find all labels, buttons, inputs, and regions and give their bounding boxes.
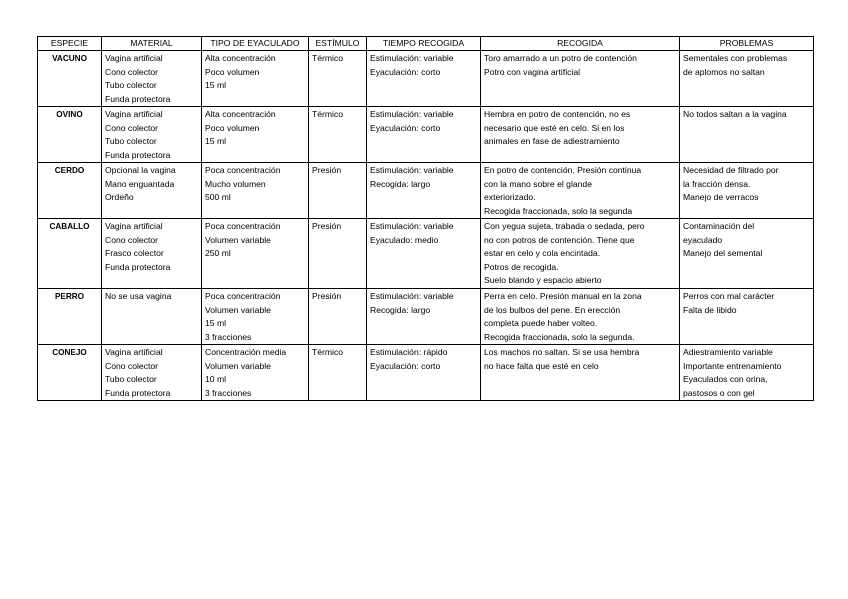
header-tipo-eyaculado: TIPO DE EYACULADO <box>202 37 309 51</box>
cell-line: Manejo de verracos <box>683 192 759 202</box>
cell-line: Suelo blando y espacio abierto <box>484 275 602 285</box>
recogida-cell <box>481 345 680 401</box>
table-row <box>38 345 814 401</box>
table-row <box>38 51 814 107</box>
cell-line: Térmico <box>312 347 344 357</box>
cell-line: 3 fracciones <box>205 331 252 342</box>
cell-line: Perra en celo. Presión manual en la zona <box>484 291 642 301</box>
cell-line: Estimulación: variable <box>370 165 454 175</box>
cell-line: Vagina artificial <box>105 109 163 119</box>
cell-line: Tubo colector <box>105 80 157 90</box>
cell-line: Los machos no saltan. Si se usa hembra <box>484 347 640 357</box>
cell-line: la fracción densa. <box>683 178 751 189</box>
cell-line: 15 ml <box>205 318 227 328</box>
material-cell <box>102 345 202 401</box>
problemas-cell <box>680 289 814 345</box>
cell-line: Presión <box>312 291 342 301</box>
cell-line: 3 fracciones <box>205 387 252 398</box>
cell-line: pastosos o con gel <box>683 387 755 398</box>
estimulo-cell <box>309 345 367 401</box>
cell-line: no hace falta que esté en celo <box>484 360 599 371</box>
cell-line: Eyaculación: corto <box>370 66 441 77</box>
estimulo-cell <box>309 289 367 345</box>
cell-line: Sementales con problemas <box>683 53 788 63</box>
especie-cell: CERDO <box>38 163 102 219</box>
cell-line: Recogida fraccionada, solo la segunda. <box>484 331 635 342</box>
cell-line: Volumen variable <box>205 360 271 371</box>
tiempo-recogida-cell <box>367 163 481 219</box>
cell-line: Volumen variable <box>205 304 271 315</box>
cell-line: Vagina artificial <box>105 347 163 357</box>
cell-line: Mucho volumen <box>205 178 266 189</box>
recogida-cell <box>481 163 680 219</box>
cell-line: Necesidad de filtrado por <box>683 165 779 175</box>
cell-line: de aplomos no saltan <box>683 66 765 77</box>
cell-line: Estimulación: rápido <box>370 347 448 357</box>
cell-line: 15 ml <box>205 136 227 146</box>
tipo-eyaculado-cell <box>202 107 309 163</box>
cell-line: Mano enguantada <box>105 178 175 189</box>
header-tiempo-recogida: TIEMPO RECOGIDA <box>367 37 481 51</box>
cell-line: Hembra en potro de contención, no es <box>484 109 631 119</box>
recogida-cell <box>481 51 680 107</box>
material-cell <box>102 219 202 289</box>
cell-line: Recogida: largo <box>370 304 431 315</box>
estimulo-cell <box>309 219 367 289</box>
cell-line: Térmico <box>312 109 344 119</box>
tiempo-recogida-cell <box>367 289 481 345</box>
especie-cell: OVINO <box>38 107 102 163</box>
cell-line: Funda protectora <box>105 261 171 272</box>
cell-line: Estimulación: variable <box>370 291 454 301</box>
cell-line: Potros de recogida. <box>484 261 559 272</box>
cell-line: Poca concentración <box>205 221 281 231</box>
especie-cell: VACUNO <box>38 51 102 107</box>
document-page <box>37 36 813 401</box>
cell-line: completa puede haber volteo. <box>484 318 598 328</box>
problemas-cell <box>680 219 814 289</box>
cell-line: En potro de contención. Presión continua <box>484 165 642 175</box>
cell-line: Frasco colector <box>105 248 164 258</box>
problemas-cell <box>680 163 814 219</box>
cell-line: Adiestramiento variable <box>683 347 773 357</box>
estimulo-cell <box>309 107 367 163</box>
cell-line: Opcional la vagina <box>105 165 176 175</box>
cell-line: de los bulbos del pene. En erección <box>484 304 621 315</box>
cell-line: Importante entrenamiento <box>683 360 782 371</box>
cell-line: Perros con mal carácter <box>683 291 775 301</box>
problemas-cell <box>680 51 814 107</box>
cell-line: Cono colector <box>105 122 159 133</box>
cell-line: Contaminación del <box>683 221 755 231</box>
cell-line: Alta concentración <box>205 53 276 63</box>
header-especie: ESPECIE <box>38 37 102 51</box>
cell-line: estar en celo y cola encintada. <box>484 248 601 258</box>
material-cell <box>102 51 202 107</box>
cell-line: Falta de libido <box>683 304 737 315</box>
cell-line: Eyaculado: medio <box>370 234 439 245</box>
tiempo-recogida-cell <box>367 345 481 401</box>
cell-line: Presión <box>312 165 342 175</box>
header-material: MATERIAL <box>102 37 202 51</box>
table-row <box>38 107 814 163</box>
especie-cell: CONEJO <box>38 345 102 401</box>
cell-line: Funda protectora <box>105 149 171 160</box>
cell-line: Tubo colector <box>105 136 157 146</box>
cell-line: Cono colector <box>105 234 159 245</box>
header-problemas: PROBLEMAS <box>680 37 814 51</box>
tiempo-recogida-cell <box>367 51 481 107</box>
cell-line: Estimulación: variable <box>370 109 454 119</box>
cell-line: Tubo colector <box>105 374 157 384</box>
cell-line: Térmico <box>312 53 344 63</box>
material-cell <box>102 107 202 163</box>
cell-line: Eyaculación: corto <box>370 122 441 133</box>
cell-line: Estimulación: variable <box>370 53 454 63</box>
header-estimulo: ESTÍMULO <box>309 37 367 51</box>
tipo-eyaculado-cell <box>202 219 309 289</box>
cell-line: 250 ml <box>205 248 231 258</box>
tiempo-recogida-cell <box>367 107 481 163</box>
recogida-cell <box>481 107 680 163</box>
cell-line: Vagina artificial <box>105 53 163 63</box>
table-row <box>38 163 814 219</box>
cell-line: 500 ml <box>205 192 231 202</box>
table-row <box>38 219 814 289</box>
cell-line: Potro con vagina artificial <box>484 66 581 77</box>
cell-line: 15 ml <box>205 80 227 90</box>
cell-line: 10 ml <box>205 374 227 384</box>
cell-line: Concentración media <box>205 347 287 357</box>
cell-line: Funda protectora <box>105 93 171 104</box>
cell-line: Eyaculación: corto <box>370 360 441 371</box>
estimulo-cell <box>309 163 367 219</box>
tipo-eyaculado-cell <box>202 345 309 401</box>
tipo-eyaculado-cell <box>202 289 309 345</box>
tiempo-recogida-cell <box>367 219 481 289</box>
cell-line: Presión <box>312 221 342 231</box>
cell-line: Eyaculados con orina, <box>683 374 768 384</box>
cell-line: Con yegua sujeta, trabada o sedada, pero <box>484 221 645 231</box>
cell-line: Cono colector <box>105 66 159 77</box>
cell-line: Poca concentración <box>205 165 281 175</box>
cell-line: Toro amarrado a un potro de contención <box>484 53 637 63</box>
cell-line: Vagina artificial <box>105 221 163 231</box>
problemas-cell <box>680 107 814 163</box>
table-header-row <box>38 37 814 51</box>
cell-line: con la mano sobre el glande <box>484 178 592 189</box>
cell-line: exteriorizado. <box>484 192 536 202</box>
cell-line: Poco volumen <box>205 66 260 77</box>
material-cell <box>102 163 202 219</box>
problemas-cell <box>680 345 814 401</box>
tipo-eyaculado-cell <box>202 51 309 107</box>
recogida-cell <box>481 219 680 289</box>
especie-cell: CABALLO <box>38 219 102 289</box>
cell-line: Cono colector <box>105 360 159 371</box>
recogida-cell <box>481 289 680 345</box>
cell-line: Recogida fraccionada, solo la segunda <box>484 205 633 216</box>
cell-line: no con potros de contención. Tiene que <box>484 234 635 245</box>
cell-line: No todos saltan a la vagina <box>683 109 787 119</box>
cell-line: Volumen variable <box>205 234 271 245</box>
cell-line: Ordeño <box>105 192 134 202</box>
cell-line: Manejo del semental <box>683 248 763 258</box>
cell-line: necesario que esté en celo. Si en los <box>484 122 625 133</box>
cell-line: Poco volumen <box>205 122 260 133</box>
cell-line: No se usa vagina <box>105 291 172 301</box>
cell-line: eyaculado <box>683 234 723 245</box>
material-cell <box>102 289 202 345</box>
cell-line: Estimulación: variable <box>370 221 454 231</box>
cell-line: animales en fase de adiestramiento <box>484 136 620 146</box>
collection-table <box>37 36 814 401</box>
cell-line: Poca concentración <box>205 291 281 301</box>
cell-line: Alta concentración <box>205 109 276 119</box>
cell-line: Funda protectora <box>105 387 171 398</box>
tipo-eyaculado-cell <box>202 163 309 219</box>
cell-line: Recogida: largo <box>370 178 431 189</box>
estimulo-cell <box>309 51 367 107</box>
table-row <box>38 289 814 345</box>
especie-cell: PERRO <box>38 289 102 345</box>
header-recogida: RECOGIDA <box>481 37 680 51</box>
